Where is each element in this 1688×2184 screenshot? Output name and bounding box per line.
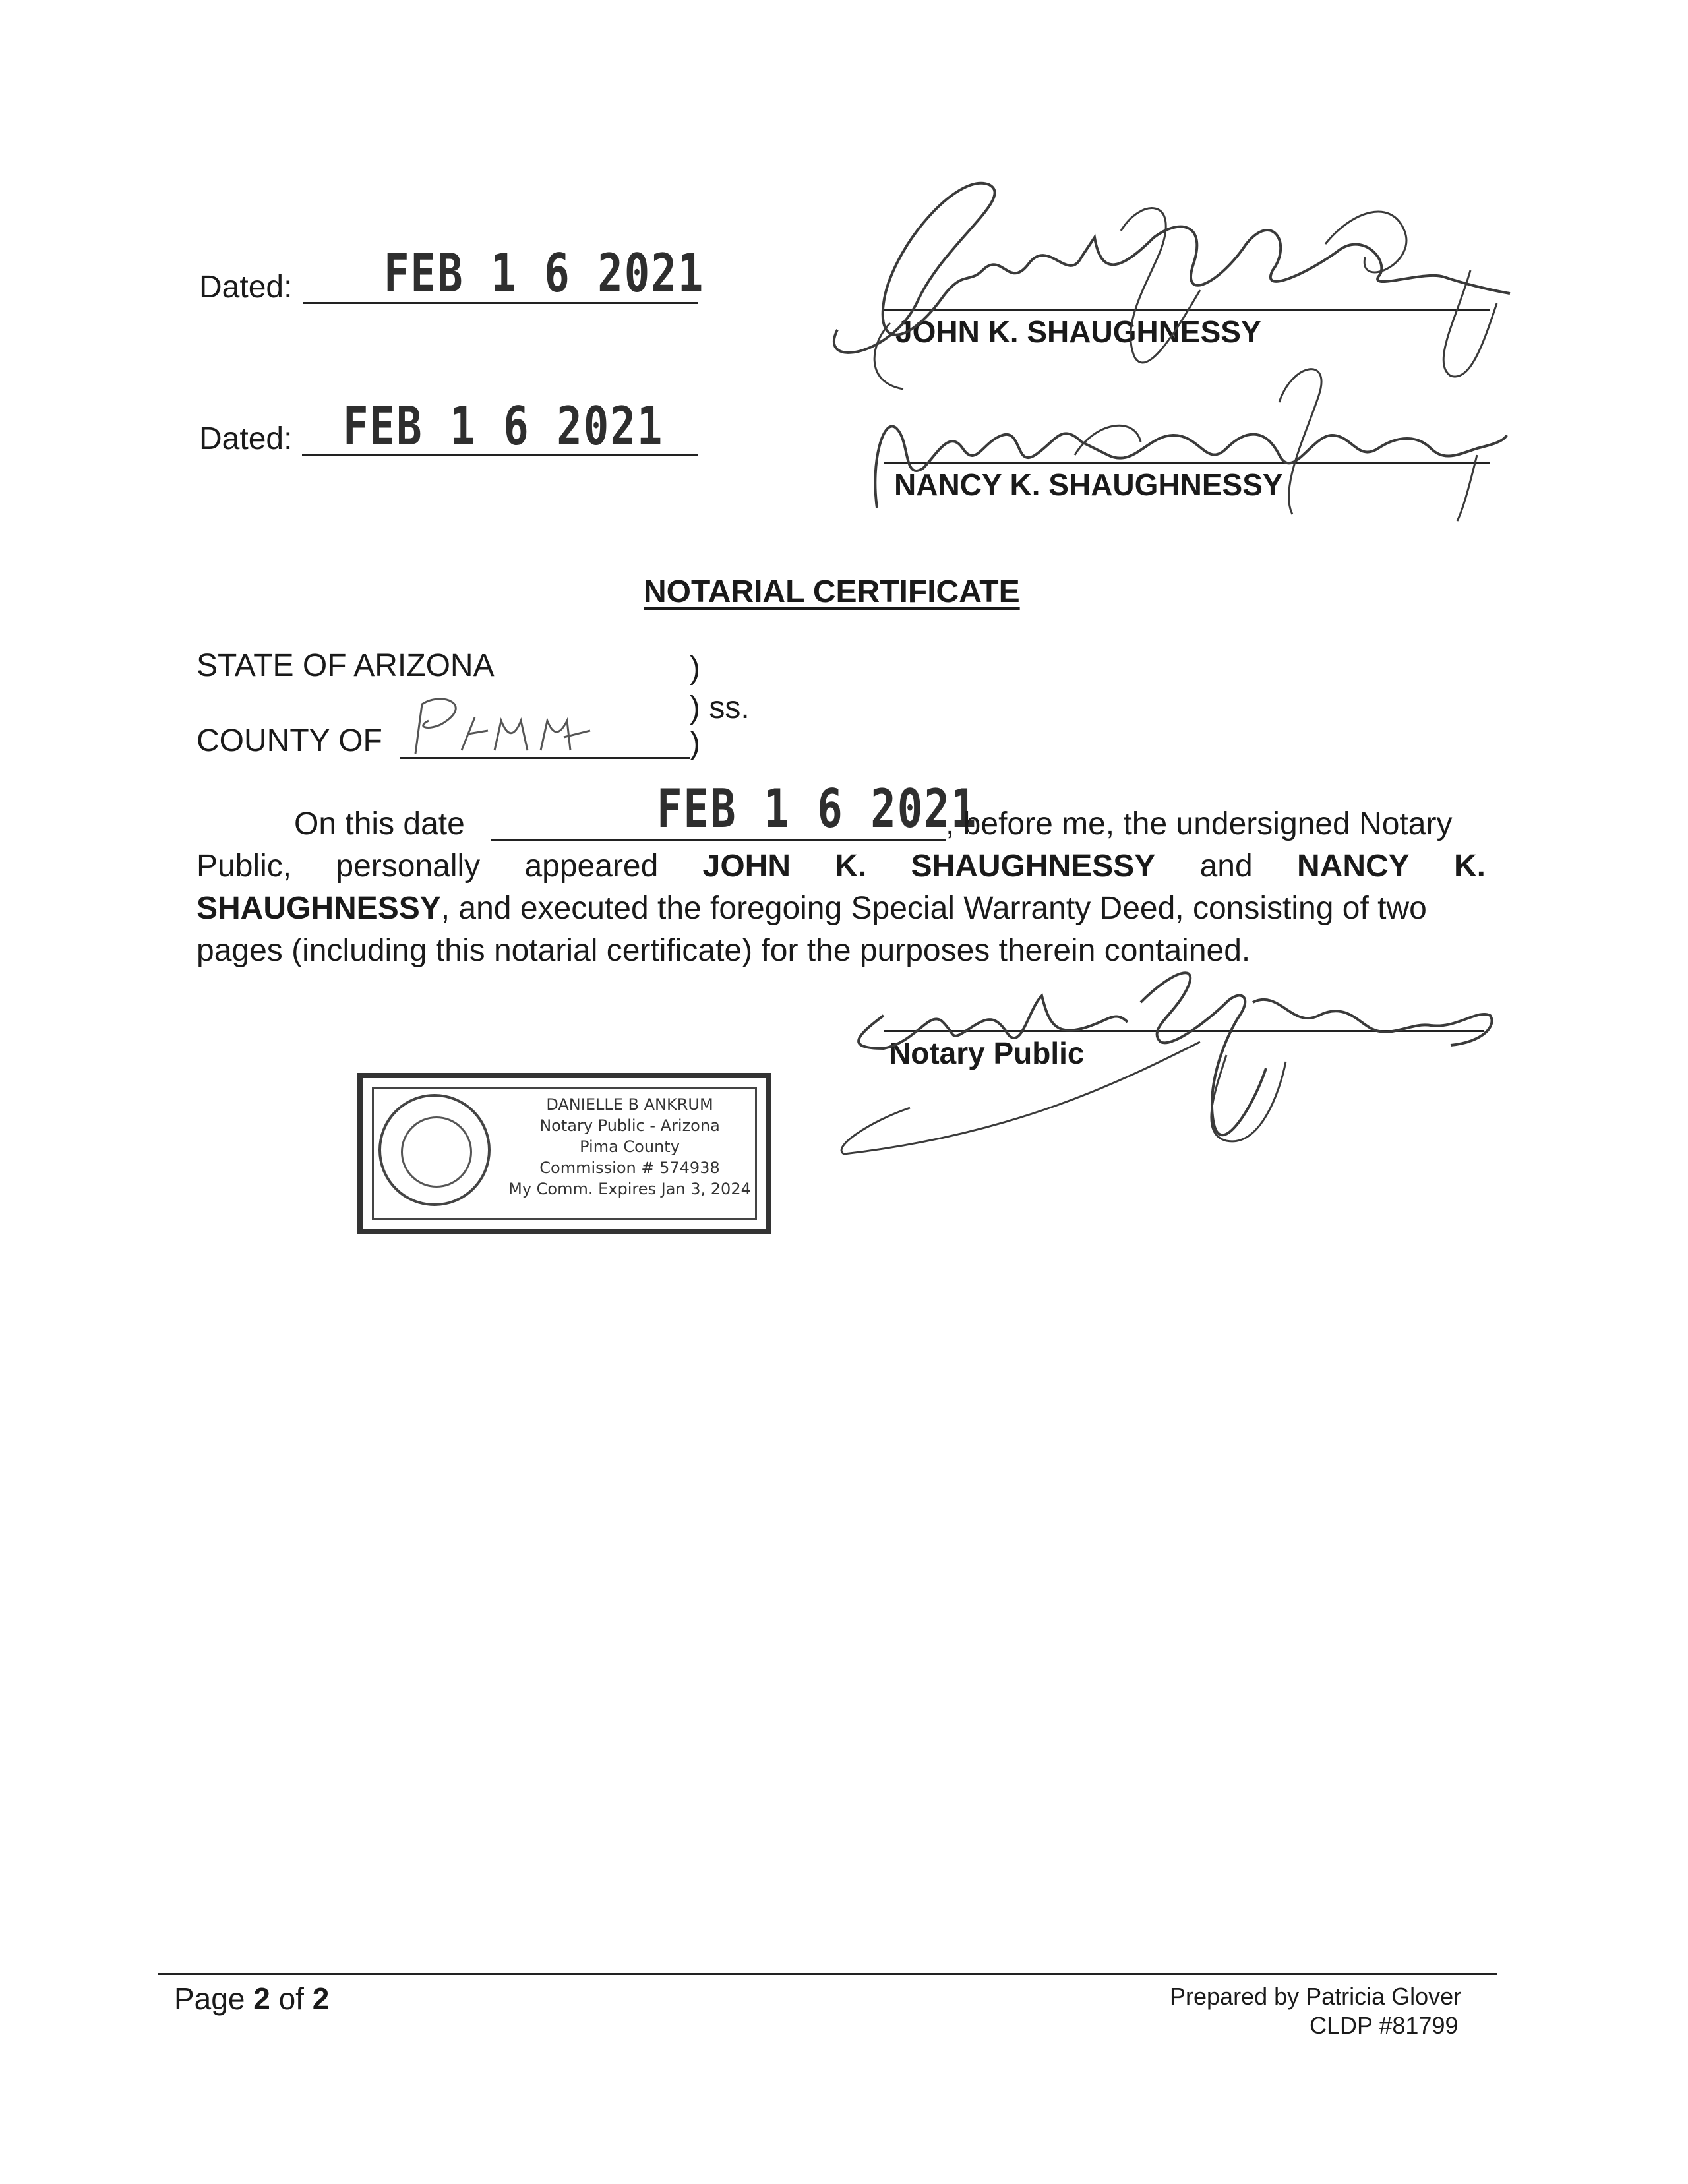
date-stamp-3: FEB 1 6 2021 [657, 779, 978, 840]
page-current: 2 [253, 1982, 270, 2016]
seal-expiration: My Comm. Expires Jan 3, 2024 [508, 1180, 751, 1198]
para-word-appeared: appeared [524, 849, 659, 884]
para-text-before-me: , before me, the undersigned Notary [946, 806, 1453, 841]
signature-nancy [857, 356, 1510, 528]
county-handwriting [402, 691, 600, 764]
page-total: 2 [312, 1982, 330, 2016]
para-word-shaughnessy2: SHAUGHNESSY [196, 891, 441, 926]
page-number [174, 1984, 329, 2014]
notary-seal-stamp [357, 1073, 771, 1234]
intro-text: On this date [294, 806, 465, 841]
great-seal-arizona [378, 1094, 491, 1206]
venue-paren-1: ) [690, 651, 700, 686]
state-label: STATE OF ARIZONA [196, 648, 495, 683]
page-of: of [270, 1982, 313, 2016]
footer-rule [158, 1973, 1497, 1975]
venue-paren-3: ) [690, 726, 700, 761]
dated-label-1: Dated: [199, 270, 293, 305]
signer-name-john: JOHN K. SHAUGHNESSY [895, 315, 1261, 349]
date-stamp-1: FEB 1 6 2021 [384, 243, 705, 305]
county-label: COUNTY OF [196, 723, 382, 758]
para-text-executed: , and executed the foregoing Special Warranty Deed, consisting of two [440, 891, 1427, 926]
para-line-1-end [946, 808, 1486, 840]
para-line-2 [196, 851, 1486, 882]
seal-notary-title: Notary Public - Arizona [539, 1116, 720, 1135]
cert-text1 [0, 0, 1, 1]
seal-center-emblem [401, 1116, 472, 1188]
para-word-shaughnessy1: SHAUGHNESSY [911, 849, 1156, 884]
para-line-3 [196, 893, 1427, 925]
certificate-title: NOTARIAL CERTIFICATE [644, 574, 1020, 609]
para-word-public: Public, [196, 849, 292, 884]
para-word-k1: K. [835, 849, 867, 884]
para-word-nancy: NANCY [1297, 849, 1410, 884]
notary-public-label: Notary Public [889, 1036, 1085, 1070]
para-word-personally: personally [336, 849, 481, 884]
seal-county: Pima County [580, 1138, 680, 1156]
para-line-4: pages (including this notarial certificate) for the purposes therein contained. [196, 933, 1251, 968]
cldp-number: CLDP #81799 [1310, 2012, 1459, 2039]
notary-signature [831, 950, 1497, 1167]
prepared-by: Prepared by Patricia Glover [1170, 1983, 1462, 2010]
para-word-john: JOHN [702, 849, 791, 884]
seal-commission: Commission # 574938 [539, 1159, 720, 1177]
para-word-and: and [1199, 849, 1253, 884]
seal-text-block [495, 1094, 765, 1199]
seal-notary-name: DANIELLE B ANKRUM [546, 1095, 713, 1114]
page-prefix: Page [174, 1982, 254, 2016]
signer-name-nancy: NANCY K. SHAUGHNESSY [894, 468, 1283, 502]
venue-paren-ss: ) ss. [690, 690, 750, 725]
dated-label-2: Dated: [199, 421, 293, 456]
date-stamp-2: FEB 1 6 2021 [343, 396, 664, 458]
para-word-k2: K. [1453, 849, 1486, 884]
